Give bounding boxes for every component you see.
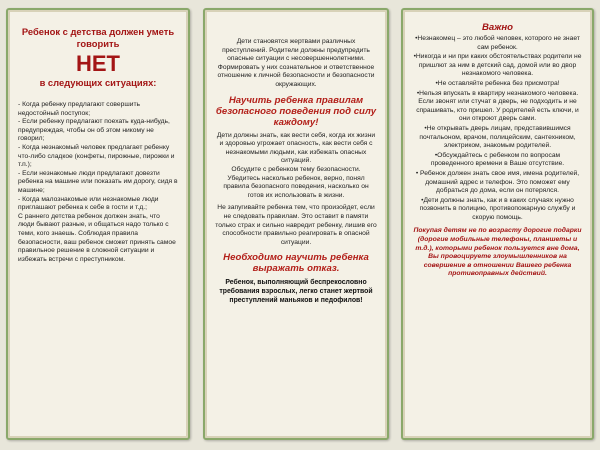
heading-no: НЕТ (76, 51, 120, 76)
list-item: •Обсуждайтесь с ребенком по вопросам проведенного времени в Ваше отсутствие. (430, 151, 565, 168)
situations-list (18, 101, 178, 264)
paragraph: С раннего детства ребенок должен знать, что люди бывают разные, и общаться надо только с теми, кого знаешь. Соблюдая правила безопасности, ваш ребенок сможет принять самое правильное решение в сложной ситуации и избежать встречи с преступником. (18, 212, 176, 263)
list-item: •Не открывать дверь лицам, представившимся почтальоном, врачом, полицейским, сантехником, электриком, знакомым родителей. (419, 124, 576, 150)
panel-middle (203, 8, 389, 440)
heading-line1: Ребенок с детства должен уметь говорить (21, 26, 175, 49)
paragraph: - Если незнакомые люди предлагают довезти ребенка на машине или показать им дорогу, сидя в машине; (18, 169, 178, 194)
heading-rules: Научить ребенка правилам безопасного поведения под силу каждому! (215, 94, 377, 128)
list-item: •Никогда и ни при каких обстоятельствах родители не пришлют за ним в детский сад, домой или во двор незнакомого человека. (413, 53, 582, 78)
list-item: • Ребенок должен знать свое имя, имена родителей, домашний адрес и телефон. Это поможет ему добраться до дома, если он потерялся. (415, 169, 580, 195)
paragraph: - Когда незнакомый человек предлагает ребенку что-либо сладкое (конфеты, пирожные, пирожки и т.п.); (18, 143, 175, 169)
body-text (215, 132, 377, 248)
heading-refusal: Необходимо научить ребенка выражать отказ. (223, 252, 369, 275)
paragraph: - Если ребенку предлагают поехать куда-нибудь, предупреждая, чтобы он об этом никому не говорил; (18, 118, 170, 143)
list-item: •Дети должны знать, как и в каких случаях нужно позвонить в полицию, противопожарную службу и скорую помощь. (419, 196, 576, 221)
intro-text: Дети становятся жертвами различных преступлений. Родители должны предупредить опасные ситуации с несовершеннолетними. Формировать у них сознательное и ответственное отношение к личной безопасности и безопасности окружающих. (217, 38, 375, 88)
heading-line3: в следующих ситуациях: (39, 77, 157, 88)
panel-right (401, 8, 594, 440)
list-item: •Незнакомец – это любой человек, которого не знает сам ребенок. (415, 35, 580, 51)
paragraph: - Когда малознакомые или незнакомые люди приглашают ребенка к себе в гости и т.д.; (18, 195, 159, 212)
important-list (413, 35, 582, 222)
heading-important: Важно (482, 22, 513, 33)
paragraph: Не запугивайте ребенка тем, что произойдет, если не следовать правилам. Это оставит в памяти только страх и сильно навредит ребенку, лишив его способности правильно реагировать в опасной ситуации. (215, 204, 377, 246)
paragraph: Обсудите с ребенком тему безопасности. Убедитесь насколько ребенок, верно, понял правила безопасного поведения, насколько он готов их использовать в жизни. (223, 165, 369, 199)
gifts-warning: Покупая детям не по возрасту дорогие подарки (дорогие мобильные телефоны, планшеты и т.д.), которыми ребенок пользуется вне дома, Вы провоцируете злоумышленников на совершение в отношении Вашего ребенка противоправных действий. (413, 227, 582, 278)
panel-left (6, 8, 190, 440)
list-item: •Не оставляйте ребенка без присмотра! (435, 79, 560, 87)
paragraph: Дети должны знать, как вести себя, когда их жизни и здоровью угрожает опасность, как вести себя с незнакомыми людьми, как избежать опасных ситуаций. (216, 131, 376, 165)
list-item: •Нельзя впускать в квартиру незнакомого человека. Если звонят или стучат в дверь, не подходить и не спрашивать, кто пришел. У родителей есть ключи, и они откроют дверь сами. (416, 89, 579, 123)
paragraph: - Когда ребенку предлагают совершить недостойный поступок; (18, 101, 140, 117)
footer-warning: Ребенок, выполняющий беспрекословно требования взрослых, легко станет жертвой преступлений маньяков и педофилов! (219, 279, 373, 305)
